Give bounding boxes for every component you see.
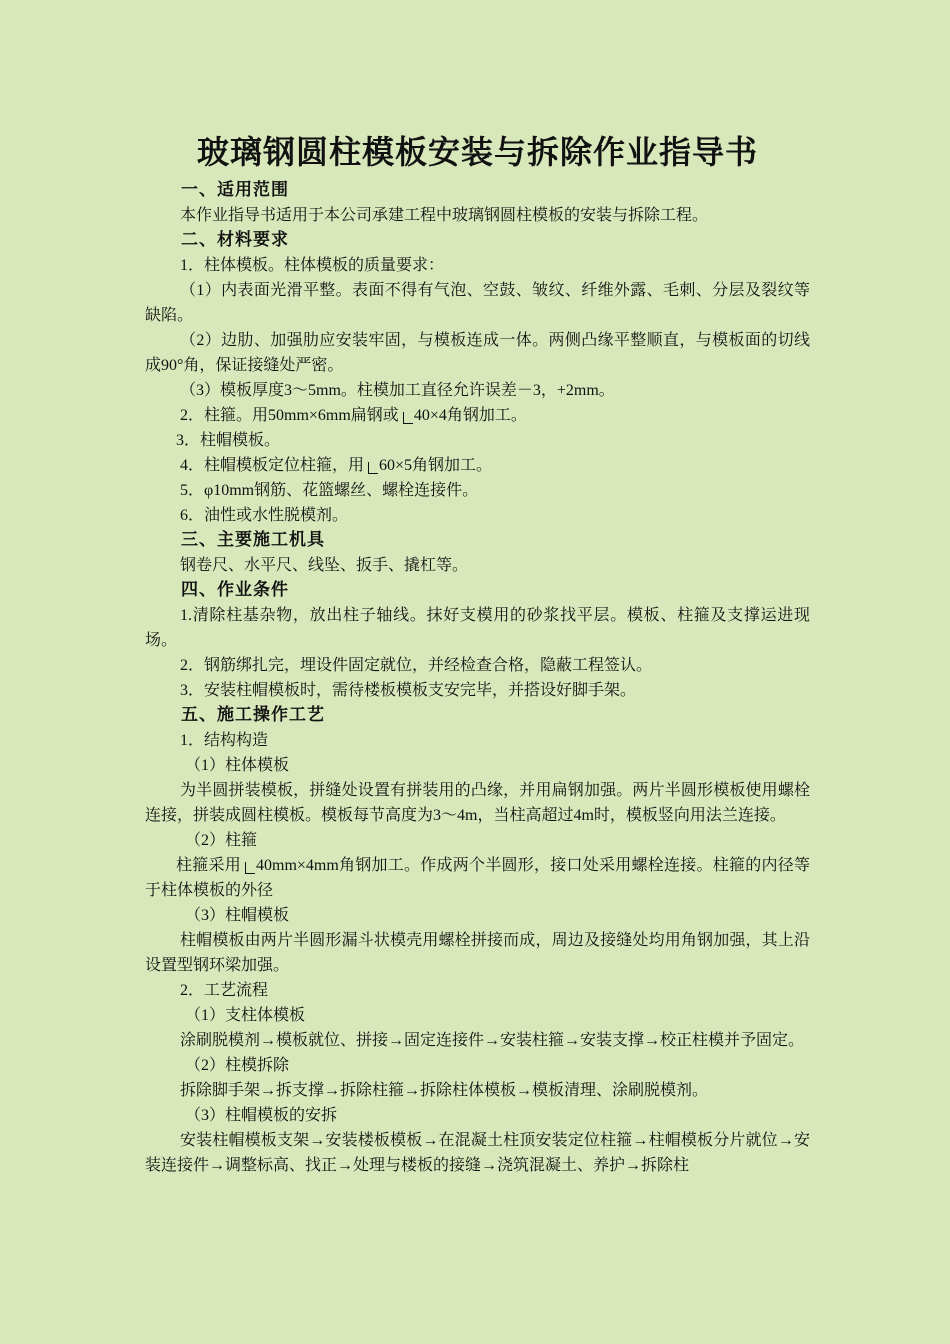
paragraph: 安装柱帽模板支架→安装楼板模板→在混凝土柱顶安装定位柱箍→柱帽模板分片就位→安装连接件→调整标高、找正→处理与楼板的接缝→浇筑混凝土、养护→拆除柱: [145, 1132, 810, 1174]
document-title: 玻璃钢圆柱模板安装与拆除作业指导书: [196, 133, 758, 171]
paragraph: （1）内表面光滑平整。表面不得有气泡、空鼓、皱纹、纤维外露、毛刺、分层及裂纹等缺陷。: [145, 282, 810, 324]
paragraph: 涂刷脱模剂→模板就位、拼接→固定连接件→安装柱箍→安装支撑→校正柱模并予固定。: [180, 1032, 805, 1049]
paragraph: 钢卷尺、水平尺、线坠、扳手、撬杠等。: [180, 557, 469, 574]
text-run: 40×4角钢加工。: [413, 407, 527, 424]
section-heading-tools: 三、主要施工机具: [181, 530, 325, 550]
section-heading-conditions: 四、作业条件: [181, 580, 289, 600]
paragraph: （2）柱箍: [185, 832, 258, 849]
paragraph: 柱帽模板由两片半圆形漏斗状模壳用螺栓拼接而成，周边及接缝处均用角钢加强，其上沿设置型钢环梁加强。: [145, 932, 810, 974]
angle-steel-icon: [368, 462, 378, 474]
paragraph: 本作业指导书适用于本公司承建工程中玻璃钢圆柱模板的安装与拆除工程。: [180, 207, 709, 224]
section-heading-materials: 二、材料要求: [181, 230, 289, 250]
paragraph: 3．安装柱帽模板时，需待楼板模板支安完毕，并搭设好脚手架。: [180, 682, 637, 699]
paragraph: 2．钢筋绑扎完，埋设件固定就位，并经检查合格，隐蔽工程签认。: [180, 657, 653, 674]
section-heading-scope: 一、适用范围: [181, 180, 289, 200]
paragraph: （1）支柱体模板: [185, 1007, 306, 1024]
text-run: 4．柱帽模板定位柱箍，用: [180, 457, 365, 474]
paragraph: 为半圆拼装模板，拼缝处设置有拼装用的凸缘，并用扁钢加强。两片半圆形模板使用螺栓连接，拼装成圆柱模板。模板每节高度为3～4m，当柱高超过4m时，模板竖向用法兰连接。: [145, 782, 810, 824]
paragraph: [145, 853, 810, 903]
document-body: [145, 132, 810, 1178]
section-heading-process: 五、施工操作工艺: [181, 705, 325, 725]
paragraph: （2）边肋、加强肋应安装牢固，与模板连成一体。两侧凸缘平整顺直，与模板面的切线成90°角，保证接缝处严密。: [145, 332, 810, 374]
paragraph: 1．结构构造: [180, 732, 269, 749]
paragraph: 1.清除柱基杂物，放出柱子轴线。抹好支模用的砂浆找平层。模板、柱箍及支撑运进现场。: [145, 607, 810, 649]
paragraph: （1）柱体模板: [185, 757, 290, 774]
paragraph: 3．柱帽模板。: [176, 432, 281, 449]
text-run: 柱箍采用: [176, 857, 241, 874]
paragraph: 1．柱体模板。柱体模板的质量要求：: [180, 257, 445, 274]
paragraph: [145, 403, 810, 428]
paragraph: （3）柱帽模板: [185, 907, 290, 924]
text-run: 60×5角钢加工。: [379, 457, 493, 474]
paragraph: 5．φ10mm钢筋、花篮螺丝、螺栓连接件。: [180, 482, 479, 499]
paragraph: 2．工艺流程: [180, 982, 269, 999]
paragraph: （3）柱帽模板的安拆: [185, 1107, 338, 1124]
paragraph: （2）柱模拆除: [185, 1057, 290, 1074]
text-run: 40mm×4mm角钢加工。作成两个半圆形，接口处采用螺栓连接。柱箍的内径等于柱体模板的外径: [145, 857, 810, 899]
angle-steel-icon: [245, 862, 255, 874]
paragraph: 6．油性或水性脱模剂。: [180, 507, 349, 524]
paragraph: （3）模板厚度3～5mm。柱模加工直径允许误差－3，+2mm。: [180, 382, 615, 399]
paragraph: [145, 453, 810, 478]
paragraph: 拆除脚手架→拆支撑→拆除柱箍→拆除柱体模板→模板清理、涂刷脱模剂。: [180, 1082, 709, 1099]
angle-steel-icon: [403, 412, 413, 424]
text-run: 2．柱箍。用50mm×6mm扁钢或: [180, 407, 399, 424]
